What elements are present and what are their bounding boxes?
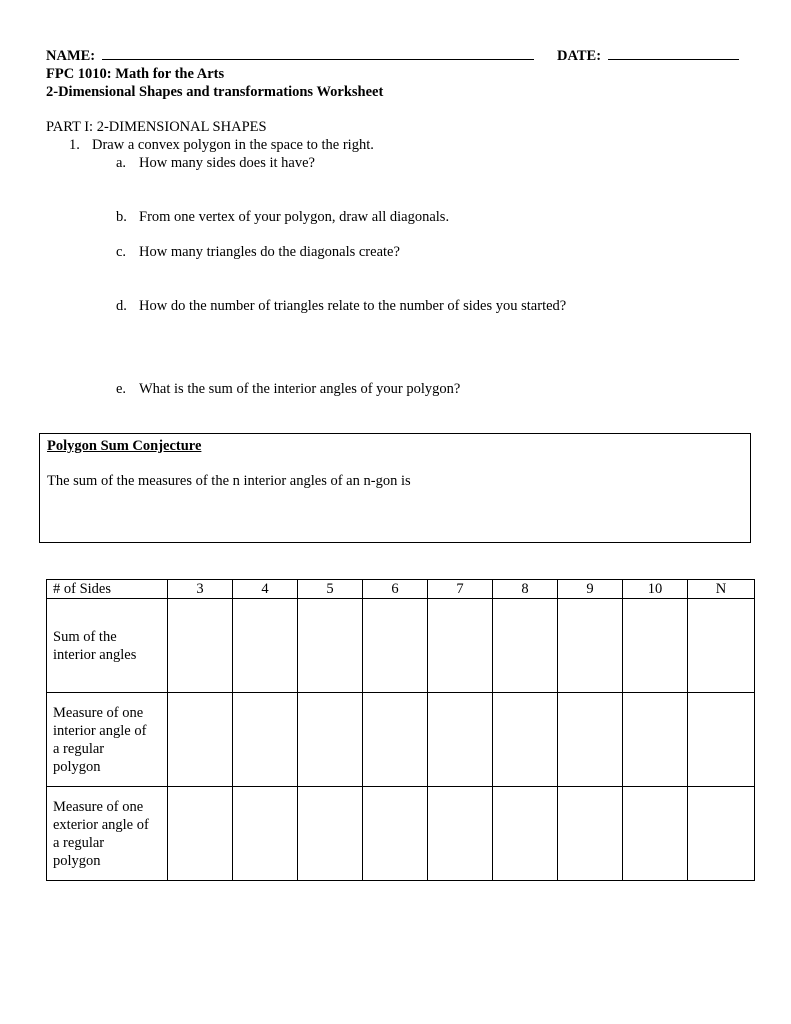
column-header: 8: [493, 580, 558, 599]
column-header: 3: [168, 580, 233, 599]
answer-cell[interactable]: [168, 787, 233, 881]
answer-cell[interactable]: [688, 693, 755, 787]
answer-cell[interactable]: [363, 599, 428, 693]
subquestion-a-text: How many sides does it have?: [139, 155, 315, 171]
subquestion-e-text: What is the sum of the interior angles of your polygon?: [139, 381, 461, 397]
column-header: 9: [558, 580, 623, 599]
conjecture-box: [39, 433, 751, 543]
date-blank[interactable]: [608, 59, 739, 60]
answer-cell[interactable]: [428, 693, 493, 787]
name-label: NAME:: [46, 48, 96, 64]
header-label-cell: # of Sides: [47, 580, 168, 599]
column-header: 7: [428, 580, 493, 599]
row-label: [47, 693, 168, 787]
answer-cell[interactable]: [298, 599, 363, 693]
column-header: 4: [233, 580, 298, 599]
name-blank[interactable]: [102, 59, 534, 60]
answer-cell[interactable]: [623, 787, 688, 881]
answer-cell[interactable]: [233, 787, 298, 881]
answer-cell[interactable]: [363, 693, 428, 787]
answer-cell[interactable]: [168, 693, 233, 787]
answer-cell[interactable]: [428, 787, 493, 881]
question-1-text: Draw a convex polygon in the space to the right.: [92, 137, 374, 153]
answer-cell[interactable]: [298, 787, 363, 881]
answer-cell[interactable]: [558, 787, 623, 881]
answer-cell[interactable]: [623, 599, 688, 693]
row-label: [47, 787, 168, 881]
conjecture-title: Polygon Sum Conjecture: [47, 438, 202, 454]
answer-cell[interactable]: [363, 787, 428, 881]
row-label-line: a regular: [53, 740, 105, 757]
subquestion-d-letter: d.: [116, 298, 127, 314]
subquestion-e-letter: e.: [116, 381, 127, 397]
table-row-exterior-angle: [47, 787, 755, 881]
row-label-line: Sum of the: [53, 628, 117, 645]
answer-cell[interactable]: [493, 693, 558, 787]
row-label-line: Measure of one: [53, 704, 144, 721]
table-header-row: [47, 580, 755, 599]
subquestion-b-text: From one vertex of your polygon, draw all diagonals.: [139, 209, 450, 225]
date-field[interactable]: [557, 49, 739, 64]
row-label-line: polygon: [53, 852, 101, 869]
answer-cell[interactable]: [558, 599, 623, 693]
row-label-line: interior angles: [53, 646, 137, 663]
subquestion-c-letter: c.: [116, 244, 127, 260]
answer-cell[interactable]: [233, 693, 298, 787]
answer-cell[interactable]: [688, 599, 755, 693]
answer-cell[interactable]: [428, 599, 493, 693]
name-field[interactable]: [46, 49, 534, 64]
date-label: DATE:: [557, 48, 602, 64]
answer-cell[interactable]: [298, 693, 363, 787]
row-label-line: polygon: [53, 758, 101, 775]
column-header: N: [688, 580, 755, 599]
row-label: [47, 599, 168, 693]
table-row-sum-interior: [47, 599, 755, 693]
question-1-number: 1.: [69, 137, 80, 153]
part1-heading: PART I: 2-DIMENSIONAL SHAPES: [46, 119, 267, 135]
subquestion-a-letter: a.: [116, 155, 127, 171]
answer-cell[interactable]: [623, 693, 688, 787]
row-label-line: interior angle of: [53, 722, 147, 739]
worksheet-title: 2-Dimensional Shapes and transformations Worksheet: [46, 84, 384, 100]
answer-cell[interactable]: [688, 787, 755, 881]
column-header: 10: [623, 580, 688, 599]
conjecture-text: The sum of the measures of the n interior angles of an n-gon is: [47, 473, 411, 489]
course-title: FPC 1010: Math for the Arts: [46, 66, 225, 82]
answer-cell[interactable]: [493, 599, 558, 693]
subquestion-d-text: How do the number of triangles relate to the number of sides you started?: [139, 298, 567, 314]
row-label-line: Measure of one: [53, 798, 144, 815]
answer-cell[interactable]: [558, 693, 623, 787]
polygon-table: [46, 579, 755, 881]
subquestion-b-letter: b.: [116, 209, 127, 225]
subquestion-c-text: How many triangles do the diagonals create?: [139, 244, 400, 260]
column-header: 6: [363, 580, 428, 599]
table-row-interior-angle: [47, 693, 755, 787]
answer-cell[interactable]: [233, 599, 298, 693]
row-label-line: a regular: [53, 834, 105, 851]
row-label-line: exterior angle of: [53, 816, 149, 833]
answer-cell[interactable]: [493, 787, 558, 881]
answer-cell[interactable]: [168, 599, 233, 693]
column-header: 5: [298, 580, 363, 599]
